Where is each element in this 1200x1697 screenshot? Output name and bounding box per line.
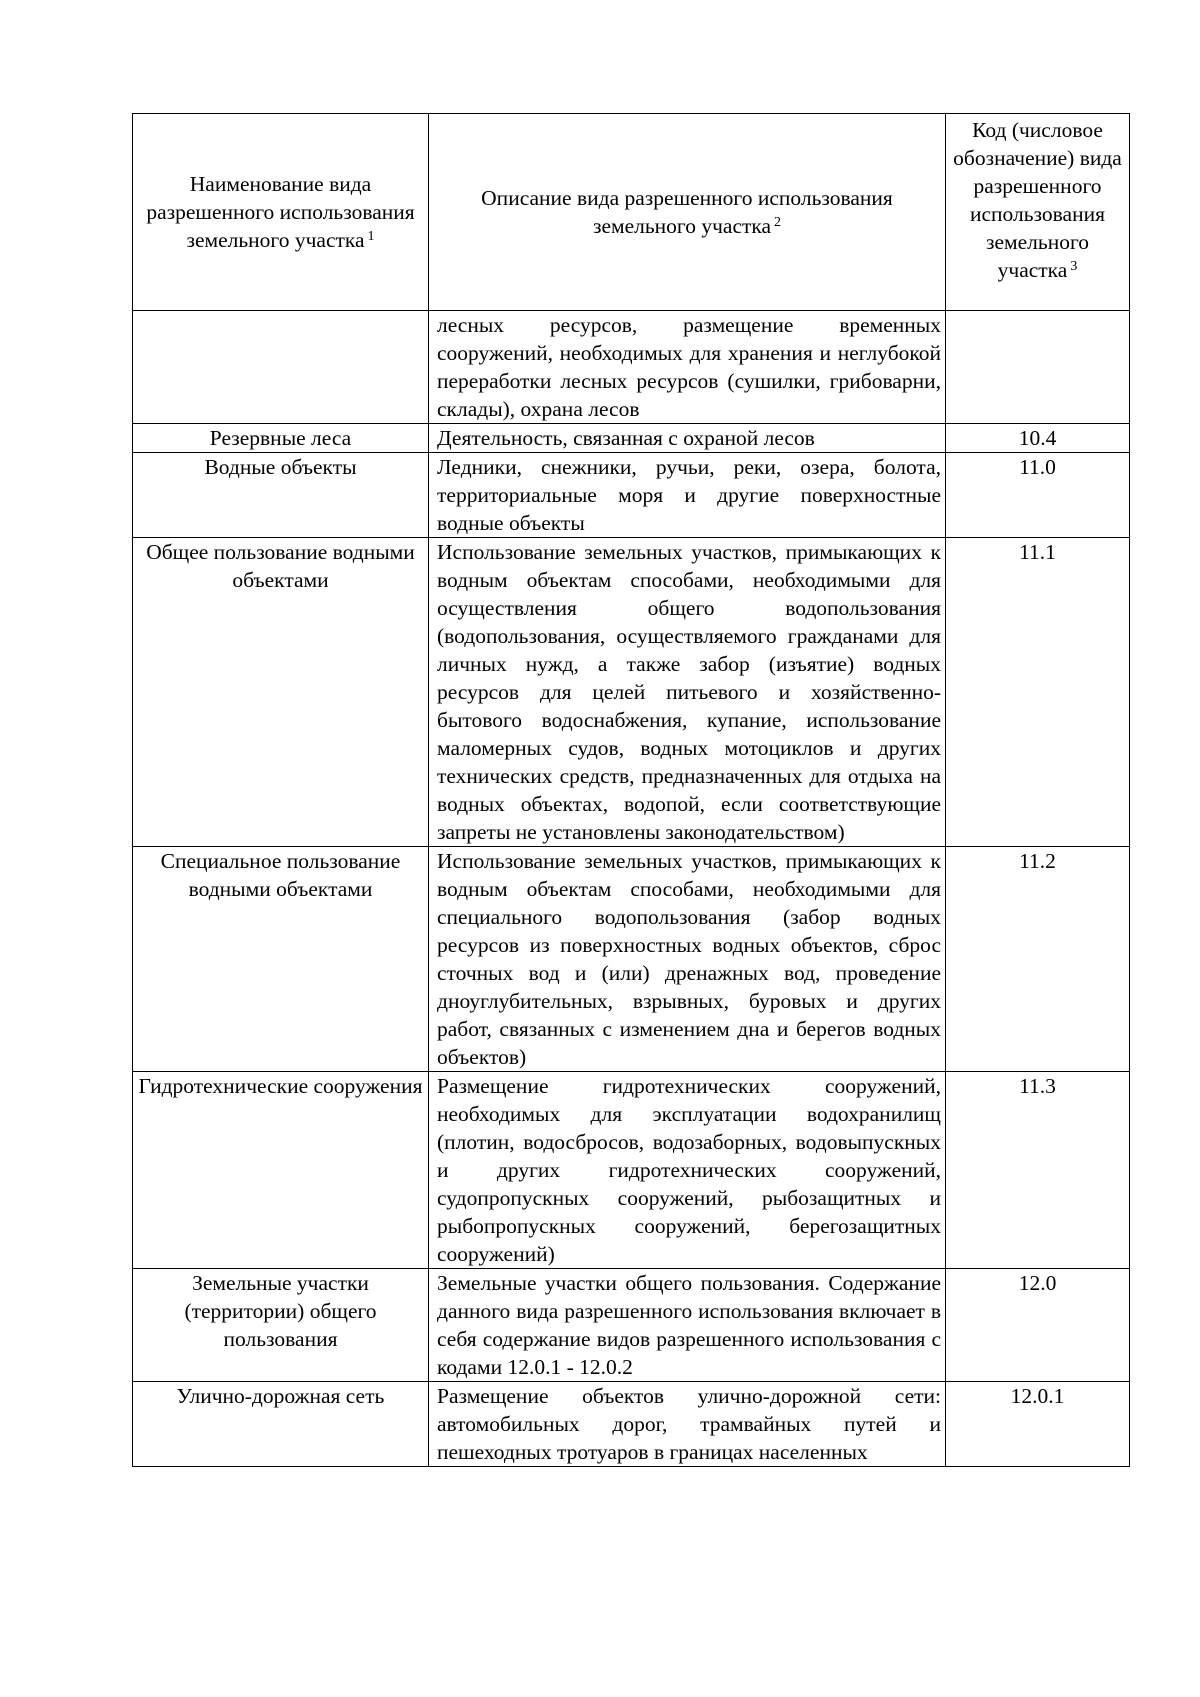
- row-name-cell: Водные объекты: [133, 453, 429, 538]
- row-description-cell: Размещение объектов улично-дорожной сети: автомобильных дорог, трамвайных путей и пешеходных тротуаров в границах населенных: [429, 1382, 946, 1467]
- row-code-cell: 11.3: [946, 1072, 1130, 1269]
- row-description-cell: Использование земельных участков, примыкающих к водным объектам способами, необходимыми для осуществления общего водопользования (водопользования, осуществляемого гражданами для личных нужд, а также забор (изъятие) водных ресурсов для целей питьевого и хозяйственно-бытового водоснабжения, купание, использование маломерных судов, водных мотоциклов и других технических средств, предназначенных для отдыха на водных объектах, водопой, если соответствующие запреты не установлены законодательством): [429, 538, 946, 847]
- row-name-cell: Резервные леса: [133, 424, 429, 453]
- header-name-cell: [133, 114, 429, 311]
- row-name-cell: Специальное пользование водными объектами: [133, 847, 429, 1072]
- table-row: [133, 453, 1130, 538]
- table-body: [133, 311, 1130, 1467]
- row-name-cell: Гидротехнические сооружения: [133, 1072, 429, 1269]
- header-code-cell: [946, 114, 1130, 311]
- row-name-cell: [133, 311, 429, 424]
- row-description-cell: Деятельность, связанная с охраной лесов: [429, 424, 946, 453]
- row-name-cell: Улично-дорожная сеть: [133, 1382, 429, 1467]
- row-description-cell: Земельные участки общего пользования. Содержание данного вида разрешенного использования включает в себя содержание видов разрешенного использования с кодами 12.0.1 - 12.0.2: [429, 1269, 946, 1382]
- table-row: [133, 1072, 1130, 1269]
- row-code-cell: 10.4: [946, 424, 1130, 453]
- row-description-cell: Использование земельных участков, примыкающих к водным объектам способами, необходимыми для специального водопользования (забор водных ресурсов из поверхностных водных объектов, сброс сточных вод и (или) дренажных вод, проведение дноуглубительных, взрывных, буровых и других работ, связанных с изменением дна и берегов водных объектов): [429, 847, 946, 1072]
- row-code-cell: 12.0: [946, 1269, 1130, 1382]
- row-description-cell: Ледники, снежники, ручьи, реки, озера, болота, территориальные моря и другие поверхностные водные объекты: [429, 453, 946, 538]
- header-name-text: Наименование вида разрешенного использования земельного участка: [146, 172, 415, 252]
- row-code-cell: 12.0.1: [946, 1382, 1130, 1467]
- table-row: [133, 847, 1130, 1072]
- row-code-cell: 11.2: [946, 847, 1130, 1072]
- header-description-footnote: 2: [774, 215, 782, 230]
- header-code-footnote: 3: [1070, 259, 1078, 274]
- table-row: [133, 1382, 1130, 1467]
- row-description-cell: лесных ресурсов, размещение временных сооружений, необходимых для хранения и неглубокой переработки лесных ресурсов (сушилки, грибоварни, склады), охрана лесов: [429, 311, 946, 424]
- table-row: [133, 1269, 1130, 1382]
- header-name-footnote: 1: [367, 229, 375, 244]
- row-name-cell: Земельные участки (территории) общего пользования: [133, 1269, 429, 1382]
- table-row: [133, 538, 1130, 847]
- header-code-text: Код (числовое обозначение) вида разрешенного использования земельного участка: [953, 118, 1122, 282]
- header-description-text: Описание вида разрешенного использования земельного участка: [481, 186, 893, 238]
- table-header-row: [133, 114, 1130, 311]
- table-row: [133, 424, 1130, 453]
- row-description-cell: Размещение гидротехнических сооружений, необходимых для эксплуатации водохранилищ (плотин, водосбросов, водозаборных, водовыпускных и других гидротехнических сооружений, судопропускных сооружений, рыбозащитных и рыбопропускных сооружений, берегозащитных сооружений): [429, 1072, 946, 1269]
- land-use-table: [132, 113, 1130, 1467]
- table-header: [133, 114, 1130, 311]
- row-code-cell: 11.0: [946, 453, 1130, 538]
- row-code-cell: [946, 311, 1130, 424]
- header-description-cell: [429, 114, 946, 311]
- row-code-cell: 11.1: [946, 538, 1130, 847]
- table-row: [133, 311, 1130, 424]
- row-name-cell: Общее пользование водными объектами: [133, 538, 429, 847]
